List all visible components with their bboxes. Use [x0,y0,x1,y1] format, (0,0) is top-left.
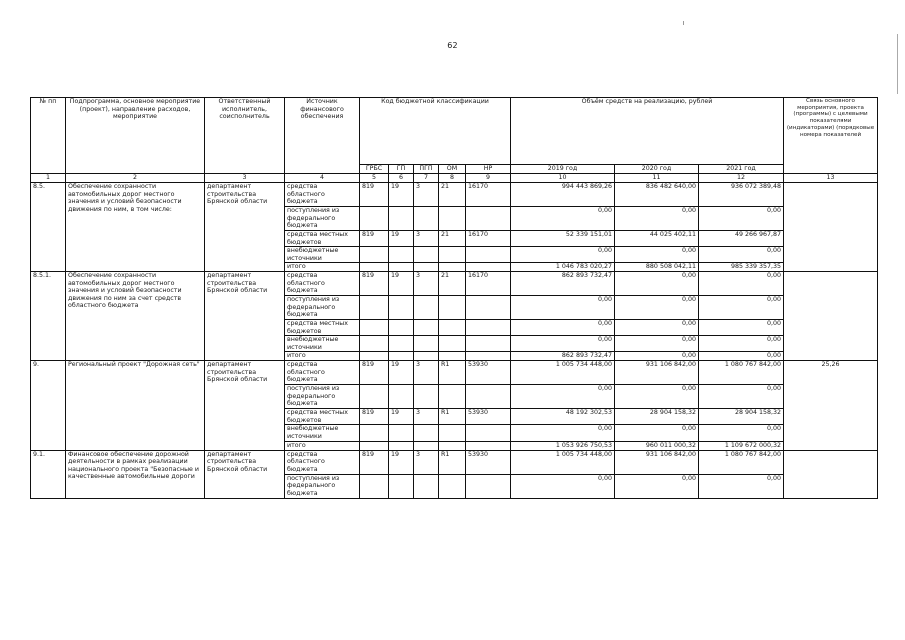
code-grbs [360,474,389,498]
header-subprogram: Подпрограмма, основное мероприятие (проект), направление расходов, мероприятие [66,98,205,174]
amount-2021: 49 266 967,87 [699,231,784,247]
column-number: 2 [66,174,205,183]
column-number: 9 [466,174,511,183]
amount-2021: 0,00 [699,272,784,296]
amount-2019: 0,00 [511,320,615,336]
code-grbs: 819 [360,272,389,296]
amount-2021: 28 904 158,32 [699,409,784,425]
code-pgp [414,247,439,263]
code-nr: 16170 [466,231,511,247]
code-om: R1 [439,409,466,425]
code-pgp [414,207,439,231]
amount-2020: 0,00 [615,207,699,231]
code-nr [466,425,511,441]
table-row [31,272,878,296]
header-pgp: ПГП [414,165,439,174]
code-pgp: 3 [414,231,439,247]
table-row [31,361,878,385]
amount-2019: 0,00 [511,425,615,441]
header-budget-code: Код бюджетной классификации [360,98,511,165]
amount-2021: 1 109 672 000,32 [699,441,784,450]
amount-2019: 52 339 151,01 [511,231,615,247]
code-pgp [414,296,439,320]
funding-source: средства областного бюджета [285,450,360,474]
code-grbs [360,425,389,441]
funding-source: поступления из федерального бюджета [285,296,360,320]
amount-2021: 0,00 [699,474,784,498]
code-grbs [360,263,389,272]
amount-2019: 1 005 734 448,00 [511,361,615,385]
amount-2020: 0,00 [615,474,699,498]
code-nr [466,336,511,352]
amount-2020: 0,00 [615,385,699,409]
funding-source: средства местных бюджетов [285,320,360,336]
code-nr [466,441,511,450]
code-gp [389,385,414,409]
code-gp [389,263,414,272]
responsible-executor: департамент строительства Брянской области [205,450,285,498]
code-nr [466,352,511,361]
amount-2020: 836 482 640,00 [615,183,699,207]
funding-source: итого [285,352,360,361]
code-gp [389,336,414,352]
funding-source: внебюджетные источники [285,336,360,352]
amount-2021: 0,00 [699,207,784,231]
amount-2020: 28 904 158,32 [615,409,699,425]
code-gp [389,352,414,361]
code-gp [389,247,414,263]
code-nr [466,474,511,498]
funding-source: средства местных бюджетов [285,409,360,425]
measure-description: Обеспечение сохранности автомобильных дорог местного значения и условий безопасности движения по ним, в том числе: [66,183,205,272]
amount-2021: 0,00 [699,336,784,352]
code-pgp [414,336,439,352]
amount-2019: 0,00 [511,385,615,409]
amount-2019: 0,00 [511,207,615,231]
code-om [439,352,466,361]
code-nr: 16170 [466,272,511,296]
amount-2020: 0,00 [615,320,699,336]
column-number: 7 [414,174,439,183]
indicator-link: 25,26 [784,361,878,450]
funding-source: средства местных бюджетов [285,231,360,247]
amount-2021: 0,00 [699,352,784,361]
funding-source: внебюджетные источники [285,425,360,441]
row-index: 8.5.1. [31,272,66,361]
code-grbs: 819 [360,231,389,247]
code-grbs [360,336,389,352]
amount-2019: 0,00 [511,247,615,263]
amount-2021: 0,00 [699,385,784,409]
measure-description: Обеспечение сохранности автомобильных дорог местного значения и условий безопасности движения по ним за счет средств областного бюджета [66,272,205,361]
code-pgp [414,385,439,409]
column-number: 1 [31,174,66,183]
code-pgp [414,263,439,272]
table-body [31,183,878,499]
amount-2019: 0,00 [511,336,615,352]
code-nr [466,263,511,272]
amount-2020: 960 011 000,32 [615,441,699,450]
code-grbs [360,320,389,336]
code-om [439,263,466,272]
code-gp [389,296,414,320]
code-grbs [360,441,389,450]
amount-2021: 0,00 [699,425,784,441]
funding-source: средства областного бюджета [285,183,360,207]
funding-source: поступления из федерального бюджета [285,207,360,231]
header-grbs: ГРБС [360,165,389,174]
amount-2019: 48 192 302,53 [511,409,615,425]
amount-2020: 0,00 [615,352,699,361]
code-pgp [414,425,439,441]
code-gp: 19 [389,450,414,474]
code-pgp [414,441,439,450]
code-gp: 19 [389,361,414,385]
code-nr: 53930 [466,361,511,385]
amount-2020: 0,00 [615,425,699,441]
code-grbs: 819 [360,183,389,207]
header-indicator-link: Связь основного мероприятия, проекта (программы) с целевыми показателями (индикаторами) (порядковые номера показателей [784,98,878,174]
code-om [439,474,466,498]
code-om: 21 [439,183,466,207]
code-om: 21 [439,272,466,296]
amount-2021: 0,00 [699,247,784,263]
amount-2021: 936 072 389,48 [699,183,784,207]
code-pgp: 3 [414,272,439,296]
amount-2020: 0,00 [615,247,699,263]
code-nr: 53930 [466,450,511,474]
amount-2021: 1 080 767 842,00 [699,450,784,474]
code-om [439,247,466,263]
amount-2021: 0,00 [699,320,784,336]
code-grbs [360,247,389,263]
column-number: 12 [699,174,784,183]
code-om [439,207,466,231]
code-om [439,385,466,409]
code-grbs [360,352,389,361]
amount-2020: 0,00 [615,336,699,352]
code-gp [389,207,414,231]
amount-2021: 0,00 [699,296,784,320]
code-gp [389,320,414,336]
code-gp: 19 [389,409,414,425]
code-om [439,425,466,441]
amount-2020: 0,00 [615,272,699,296]
header-source: Источник финансового обеспечения [285,98,360,174]
row-index: 9. [31,361,66,450]
code-pgp: 3 [414,183,439,207]
code-grbs: 819 [360,361,389,385]
code-pgp: 3 [414,409,439,425]
code-gp [389,474,414,498]
page-number: 62 [447,41,458,50]
code-grbs [360,296,389,320]
funding-source: итого [285,263,360,272]
code-gp: 19 [389,272,414,296]
code-om: R1 [439,361,466,385]
amount-2019: 862 893 732,47 [511,352,615,361]
column-number: 10 [511,174,615,183]
amount-2019: 1 005 734 448,00 [511,450,615,474]
row-index: 8.5. [31,183,66,272]
amount-2020: 44 025 402,11 [615,231,699,247]
column-number: 8 [439,174,466,183]
code-pgp [414,320,439,336]
indicator-link [784,183,878,272]
indicator-link [784,272,878,361]
measure-description: Региональный проект "Дорожная сеть" [66,361,205,450]
code-pgp: 3 [414,361,439,385]
code-grbs [360,207,389,231]
amount-2020: 0,00 [615,296,699,320]
code-pgp [414,352,439,361]
header-num: № пп [31,98,66,174]
code-nr [466,385,511,409]
column-number: 13 [784,174,878,183]
indicator-link [784,450,878,498]
header-year-2019: 2019 год [511,165,615,174]
amount-2020: 931 106 842,00 [615,361,699,385]
code-om: R1 [439,450,466,474]
header-nr: НР [466,165,511,174]
header-om: ОМ [439,165,466,174]
responsible-executor: департамент строительства Брянской области [205,272,285,361]
code-pgp: 3 [414,450,439,474]
funding-source: внебюджетные источники [285,247,360,263]
amount-2019: 0,00 [511,296,615,320]
top-tick-mark [683,21,684,25]
code-grbs: 819 [360,450,389,474]
code-grbs [360,385,389,409]
funding-source: средства областного бюджета [285,361,360,385]
amount-2020: 880 508 042,11 [615,263,699,272]
code-pgp [414,474,439,498]
responsible-executor: департамент строительства Брянской области [205,183,285,272]
column-number: 4 [285,174,360,183]
column-number-row [31,174,878,183]
column-number: 5 [360,174,389,183]
header-gp: ГП [389,165,414,174]
funding-source: поступления из федерального бюджета [285,385,360,409]
header-amount: Объём средств на реализацию, рублей [511,98,784,165]
column-number: 11 [615,174,699,183]
table-row [31,450,878,474]
code-om [439,320,466,336]
code-om [439,441,466,450]
row-index: 9.1. [31,450,66,498]
header-year-2021: 2021 год [699,165,784,174]
code-nr [466,296,511,320]
budget-table [30,97,878,499]
code-gp: 19 [389,183,414,207]
code-om [439,336,466,352]
amount-2019: 1 046 783 020,27 [511,263,615,272]
header-executor: Ответственный исполнитель, соисполнитель [205,98,285,174]
code-nr: 53930 [466,409,511,425]
code-nr [466,320,511,336]
code-grbs: 819 [360,409,389,425]
amount-2019: 862 893 732,47 [511,272,615,296]
code-nr: 16170 [466,183,511,207]
amount-2019: 994 443 869,26 [511,183,615,207]
responsible-executor: департамент строительства Брянской области [205,361,285,450]
code-om: 21 [439,231,466,247]
funding-source: итого [285,441,360,450]
amount-2021: 985 339 357,35 [699,263,784,272]
measure-description: Финансовое обеспечение дорожной деятельности в рамках реализации национального проекта "Безопасные и качественные автомобильные дороги [66,450,205,498]
column-number: 3 [205,174,285,183]
code-nr [466,207,511,231]
amount-2019: 1 053 926 750,53 [511,441,615,450]
amount-2019: 0,00 [511,474,615,498]
code-om [439,296,466,320]
table-row [31,183,878,207]
funding-source: средства областного бюджета [285,272,360,296]
code-gp: 19 [389,231,414,247]
code-gp [389,441,414,450]
amount-2020: 931 106 842,00 [615,450,699,474]
amount-2021: 1 080 767 842,00 [699,361,784,385]
column-number: 6 [389,174,414,183]
header-year-2020: 2020 год [615,165,699,174]
code-gp [389,425,414,441]
funding-source: поступления из федерального бюджета [285,474,360,498]
code-nr [466,247,511,263]
